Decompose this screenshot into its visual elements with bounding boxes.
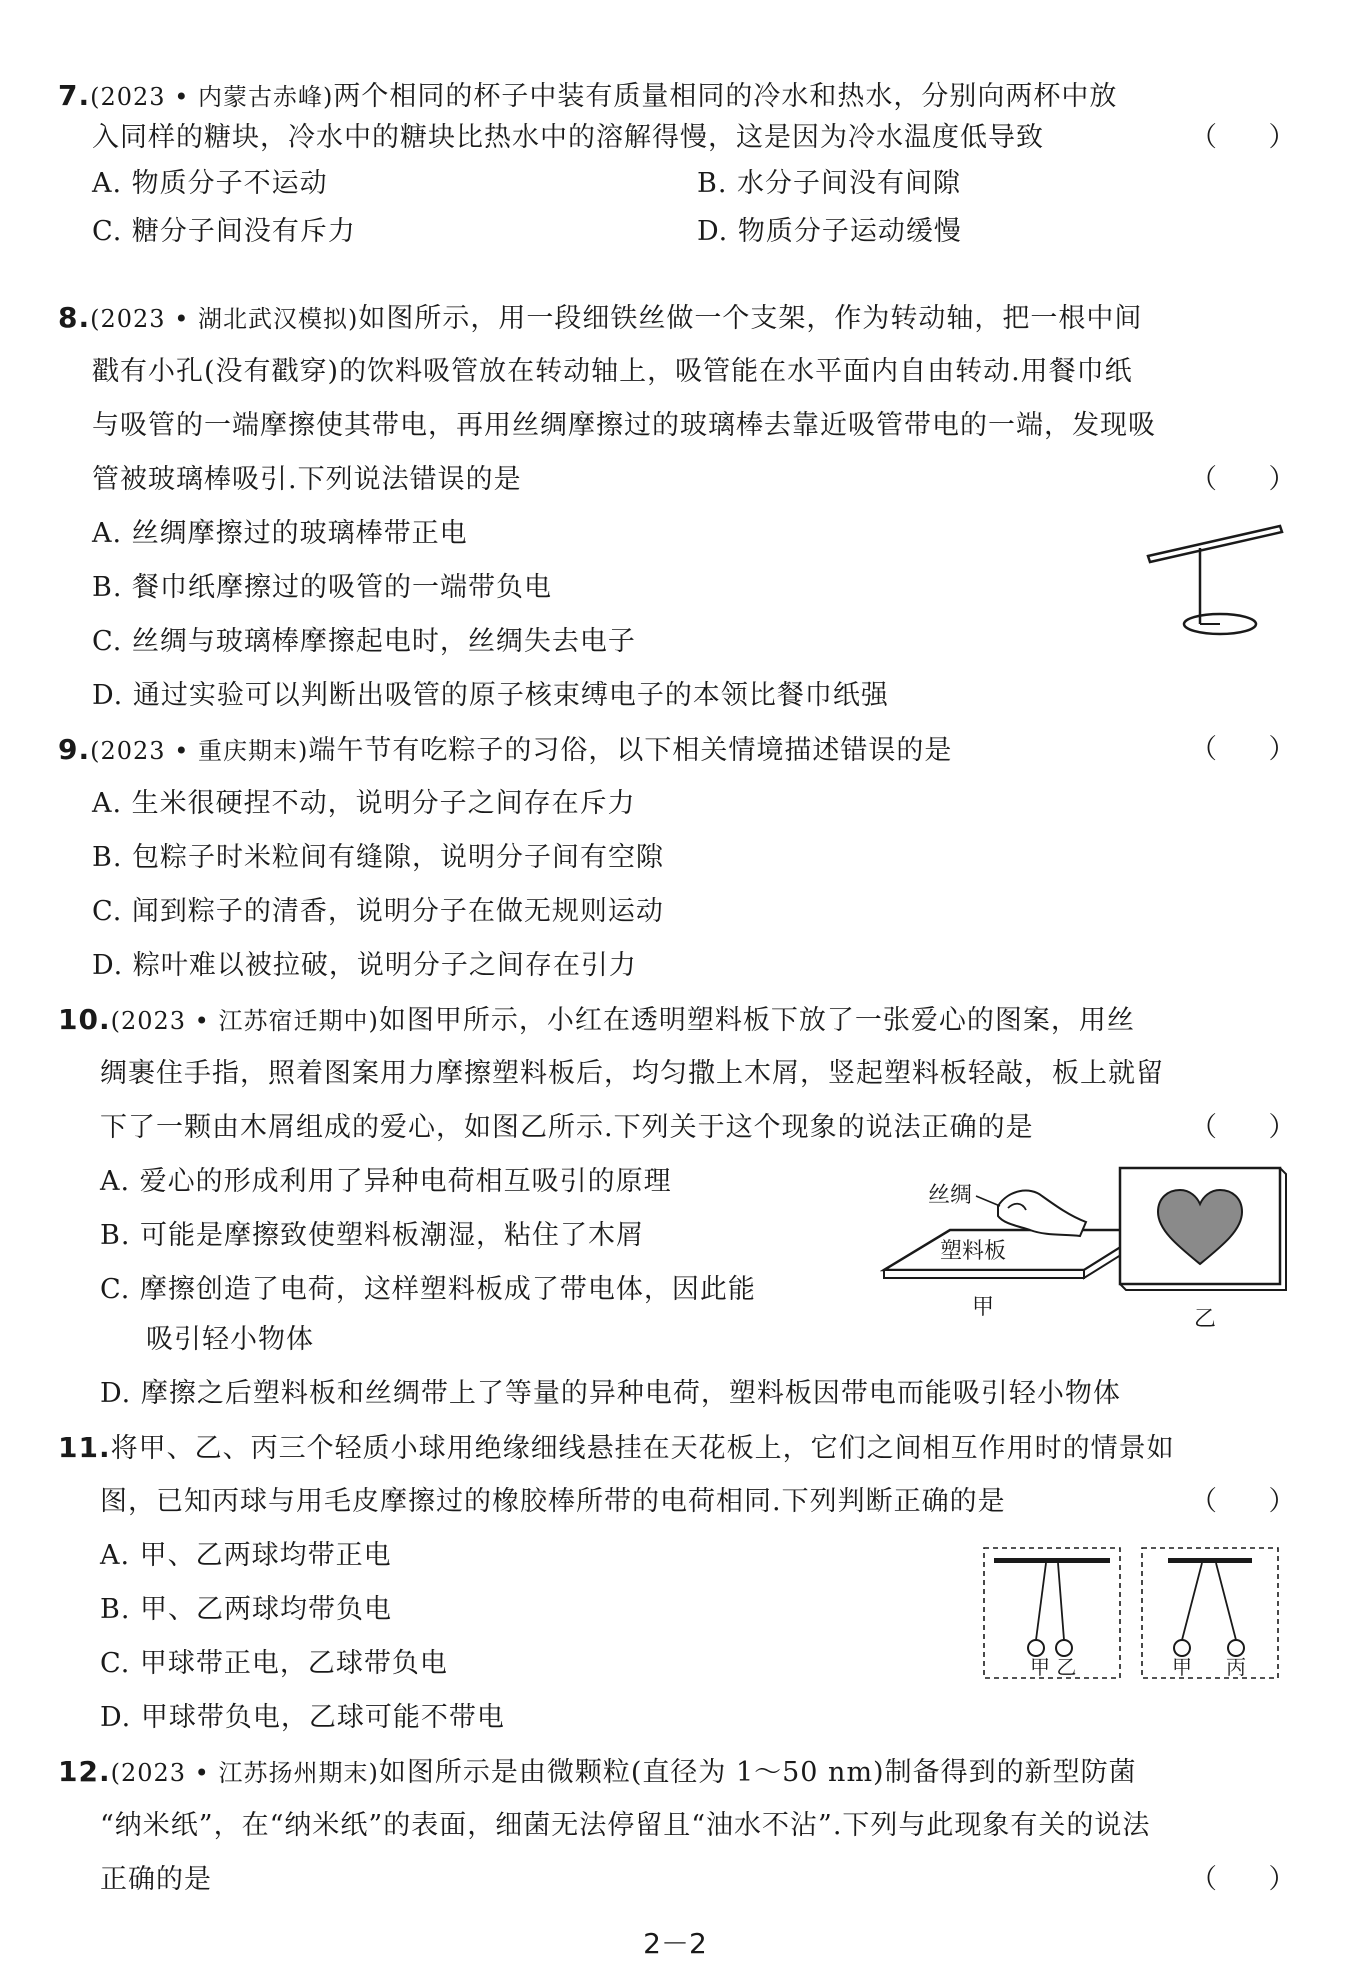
q10-option-a: A. 爱心的形成利用了异种电荷相互吸引的原理 [100,1166,672,1197]
q10-stem-line-3: 下了一颗由木屑组成的爱心，如图乙所示.下列关于这个现象的说法正确的是 [100,1112,1034,1143]
q10-answer-paren: （ ） [1190,1112,1296,1143]
q9-option-c: C. 闻到粽子的清香，说明分子在做无规则运动 [92,896,664,927]
q7-stem-line-1: 7.(2023 • 内蒙古赤峰)两个相同的杯子中装有质量相同的冷水和热水，分别向两杯中放 [58,79,1118,112]
q11-option-b: B. 甲、乙两球均带负电 [100,1594,393,1625]
q9-source: (2023 • 重庆期末) [90,737,309,765]
q10-option-c-cont: 吸引轻小物体 [146,1324,314,1355]
q11-option-c: C. 甲球带正电，乙球带负电 [100,1648,448,1679]
q10-source: (2023 • 江苏宿迁期中) [110,1007,379,1035]
q10-figure-yi [1118,1160,1290,1336]
right-bing-label: 丙 [1226,1655,1246,1679]
q10-number: 10. [58,1003,111,1036]
ball-yi [1056,1640,1072,1656]
q7-option-c: C. 糖分子间没有斥力 [92,216,356,247]
q8-option-a: A. 丝绸摩擦过的玻璃棒带正电 [92,518,468,549]
right-dashed-box [1142,1548,1278,1678]
q11-answer-paren: （ ） [1190,1486,1296,1517]
q7-answer-paren: （ ） [1190,122,1296,153]
q11-stem-line-2: 图，已知丙球与用毛皮摩擦过的橡胶棒所带的电荷相同.下列判断正确的是 [100,1486,1006,1517]
q12-answer-paren: （ ） [1190,1864,1296,1895]
q12-stem-line-3: 正确的是 [100,1864,212,1895]
left-pair-label: 甲 乙 [1030,1655,1077,1679]
q7-option-a: A. 物质分子不运动 [92,168,328,199]
page-number: 2－2 [643,1927,707,1960]
q7-number: 7. [58,79,91,112]
q8-stem-line-2: 戳有小孔(没有戳穿)的饮料吸管放在转动轴上，吸管能在水平面内自由转动.用餐巾纸 [92,356,1133,387]
q8-option-c: C. 丝绸与玻璃棒摩擦起电时，丝绸失去电子 [92,626,636,657]
ball-jia-left [1028,1640,1044,1656]
silk-label: 丝绸 [928,1183,973,1208]
q8-source: (2023 • 湖北武汉模拟) [90,305,359,333]
right-ceiling [1168,1558,1252,1563]
q10-option-b: B. 可能是摩擦致使塑料板潮湿，粘住了木屑 [100,1220,645,1251]
q11-figure [980,1544,1282,1684]
q7-option-d: D. 物质分子运动缓慢 [697,216,962,247]
q7-stem-line-2: 入同样的糖块，冷水中的糖块比热水中的溶解得慢，这是因为冷水温度低导致 [92,122,1044,153]
figure-yi-label: 乙 [1194,1307,1217,1332]
plastic-plate-top [884,1230,1148,1270]
q8-number: 8. [58,301,91,334]
q12-source: (2023 • 江苏扬州期末) [110,1759,379,1787]
q9-option-b: B. 包粽子时米粒间有缝隙，说明分子间有空隙 [92,842,665,873]
q10-figure-jia [880,1166,1150,1326]
ball-jia-right [1174,1640,1190,1656]
q8-option-b: B. 餐巾纸摩擦过的吸管的一端带负电 [92,572,553,603]
q10-stem-line-2: 绸裹住手指，照着图案用力摩擦塑料板后，均匀撒上木屑，竖起塑料板轻敲，板上就留 [100,1058,1164,1089]
q10-stem-line-1: 10.(2023 • 江苏宿迁期中)如图甲所示，小红在透明塑料板下放了一张爱心的图案，用丝 [58,1003,1135,1036]
q12-number: 12. [58,1755,111,1788]
q10-option-c: C. 摩擦创造了电荷，这样塑料板成了带电体，因此能 [100,1274,756,1305]
q7-source: (2023 • 内蒙古赤峰) [90,83,334,111]
q8-option-d: D. 通过实验可以判断出吸管的原子核束缚电子的本领比餐巾纸强 [92,680,889,711]
q11-stem-line-1: 11.将甲、乙、丙三个轻质小球用绝缘细线悬挂在天花板上，它们之间相互作用时的情景如 [58,1431,1175,1464]
plate-label: 塑料板 [940,1239,1007,1264]
q9-stem-line-1: 9.(2023 • 重庆期末)端午节有吃粽子的习俗，以下相关情境描述错误的是 [58,733,953,766]
q8-stem-line-4: 管被玻璃棒吸引.下列说法错误的是 [92,464,522,495]
figure-jia-label: 甲 [972,1295,995,1320]
q7-option-b: B. 水分子间没有间隙 [697,168,962,199]
right-jia-label: 甲 [1172,1655,1192,1679]
q11-option-a: A. 甲、乙两球均带正电 [100,1540,392,1571]
q11-option-d: D. 甲球带负电，乙球可能不带电 [100,1702,505,1733]
left-ceiling [994,1558,1110,1563]
ball-bing [1228,1640,1244,1656]
q9-number: 9. [58,733,91,766]
straw-shape [1148,526,1282,562]
q9-answer-paren: （ ） [1190,734,1296,765]
q9-option-d: D. 粽叶难以被拉破，说明分子之间存在引力 [92,950,637,981]
q12-stem-line-2: “纳米纸”，在“纳米纸”的表面，细菌无法停留且“油水不沾”.下列与此现象有关的说法 [100,1810,1151,1841]
q12-stem-line-1: 12.(2023 • 江苏扬州期末)如图所示是由微颗粒(直径为 1～50 nm)制备得到的新型防菌 [58,1755,1137,1788]
q8-answer-paren: （ ） [1190,464,1296,495]
q11-number: 11. [58,1431,111,1464]
q8-straw-figure [1140,512,1290,640]
q10-option-d: D. 摩擦之后塑料板和丝绸带上了等量的异种电荷，塑料板因带电而能吸引轻小物体 [100,1378,1121,1409]
q8-stem-line-3: 与吸管的一端摩擦使其带电，再用丝绸摩擦过的玻璃棒去靠近吸管带电的一端，发现吸 [92,410,1156,441]
q9-option-a: A. 生米很硬捏不动，说明分子之间存在斥力 [92,788,636,819]
q8-stem-line-1: 8.(2023 • 湖北武汉模拟)如图所示，用一段细铁丝做一个支架，作为转动轴，把一根中间 [58,301,1143,334]
